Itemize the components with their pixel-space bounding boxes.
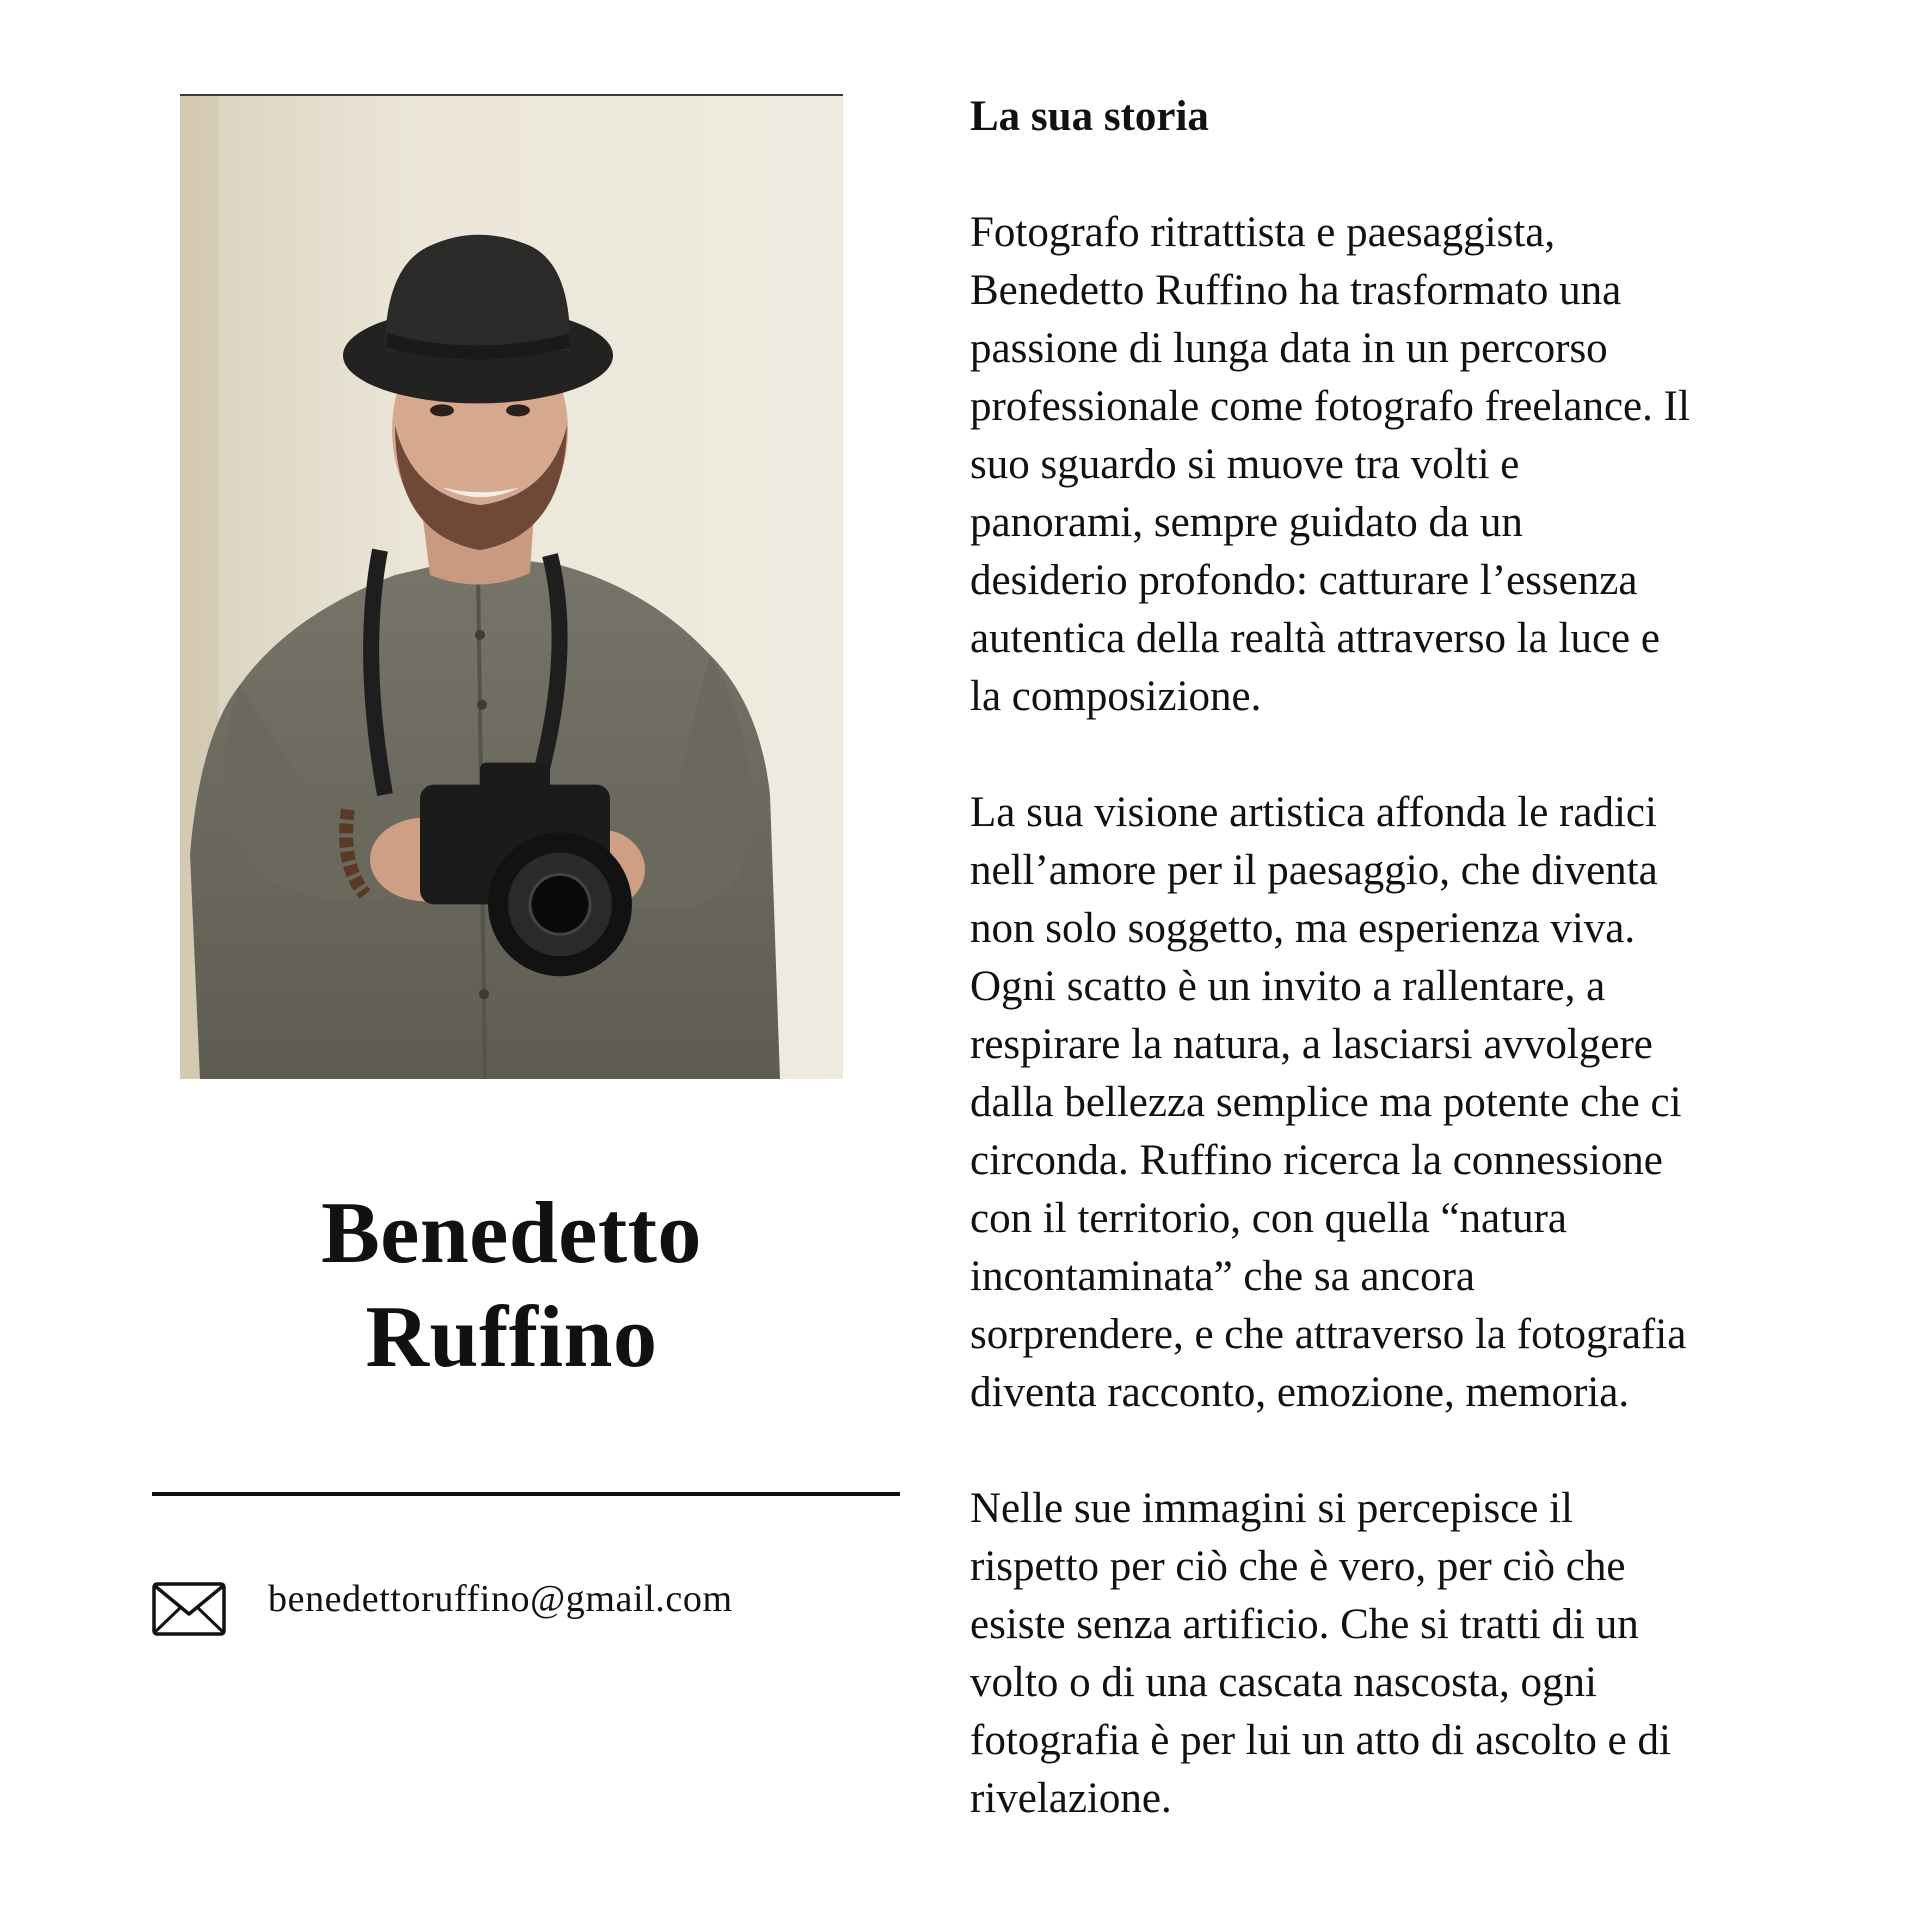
story-line: esiste senza artificio. Che si tratti di un — [970, 1601, 1639, 1648]
story-line: nell’amore per il paesaggio, che diventa — [970, 847, 1658, 894]
story-line: desiderio profondo: catturare l’essenza — [970, 557, 1638, 604]
story-title: La sua storia — [970, 93, 1209, 140]
section-divider — [152, 1492, 900, 1496]
person-name — [120, 1182, 903, 1390]
eye — [506, 404, 530, 416]
story-line: dalla bellezza semplice ma potente che ci — [970, 1079, 1682, 1126]
person-name-line1: Benedetto — [321, 1185, 702, 1282]
story-line: La sua visione artistica affonda le radici — [970, 789, 1657, 836]
story-line: sorprendere, e che attraverso la fotografia — [970, 1311, 1687, 1358]
story-line: professionale come fotografo freelance. Il — [970, 383, 1690, 430]
story-line: respirare la natura, a lasciarsi avvolgere — [970, 1021, 1653, 1068]
story-line: autentica della realtà attraverso la luce e — [970, 615, 1660, 662]
story-line: volto o di una cascata nascosta, ogni — [970, 1659, 1597, 1706]
eye — [430, 404, 454, 416]
portrait-photo — [180, 94, 843, 1079]
story-line: passione di lunga data in un percorso — [970, 325, 1608, 372]
portrait-photo-illustration — [180, 96, 843, 1079]
story-line: con il territorio, con quella “natura — [970, 1195, 1567, 1242]
story-paragraph-1 — [970, 204, 1870, 726]
shirt-button — [479, 989, 489, 999]
story-line: panorami, sempre guidato da un — [970, 499, 1523, 546]
story-line: suo sguardo si muove tra volti e — [970, 441, 1520, 488]
envelope-icon — [152, 1582, 226, 1636]
story-line: la composizione. — [970, 673, 1262, 720]
person-name-line2: Ruffino — [365, 1289, 658, 1386]
story-line: Nelle sue immagini si percepisce il — [970, 1485, 1574, 1532]
story-line: fotografia è per lui un atto di ascolto e di — [970, 1717, 1671, 1764]
shirt-button — [477, 700, 487, 710]
story-section — [970, 88, 1870, 1886]
story-line: non solo soggetto, ma esperienza viva. — [970, 905, 1636, 952]
story-line: rispetto per ciò che è vero, per ciò che — [970, 1543, 1626, 1590]
story-line: incontaminata” che sa ancora — [970, 1253, 1475, 1300]
story-line: Benedetto Ruffino ha trasformato una — [970, 267, 1622, 314]
story-line: Ogni scatto è un invito a rallentare, a — [970, 963, 1606, 1010]
story-paragraph-3 — [970, 1480, 1870, 1828]
story-line: diventa racconto, emozione, memoria. — [970, 1369, 1630, 1416]
camera-lens-glass — [530, 874, 590, 934]
story-line: circonda. Ruffino ricerca la connessione — [970, 1137, 1663, 1184]
story-line: Fotografo ritrattista e paesaggista, — [970, 209, 1556, 256]
story-line: rivelazione. — [970, 1775, 1172, 1822]
story-paragraph-2 — [970, 784, 1870, 1422]
shirt-button — [475, 630, 485, 640]
camera-prism — [480, 763, 550, 793]
email-address[interactable]: benedettoruffino@gmail.com — [268, 1578, 733, 1620]
